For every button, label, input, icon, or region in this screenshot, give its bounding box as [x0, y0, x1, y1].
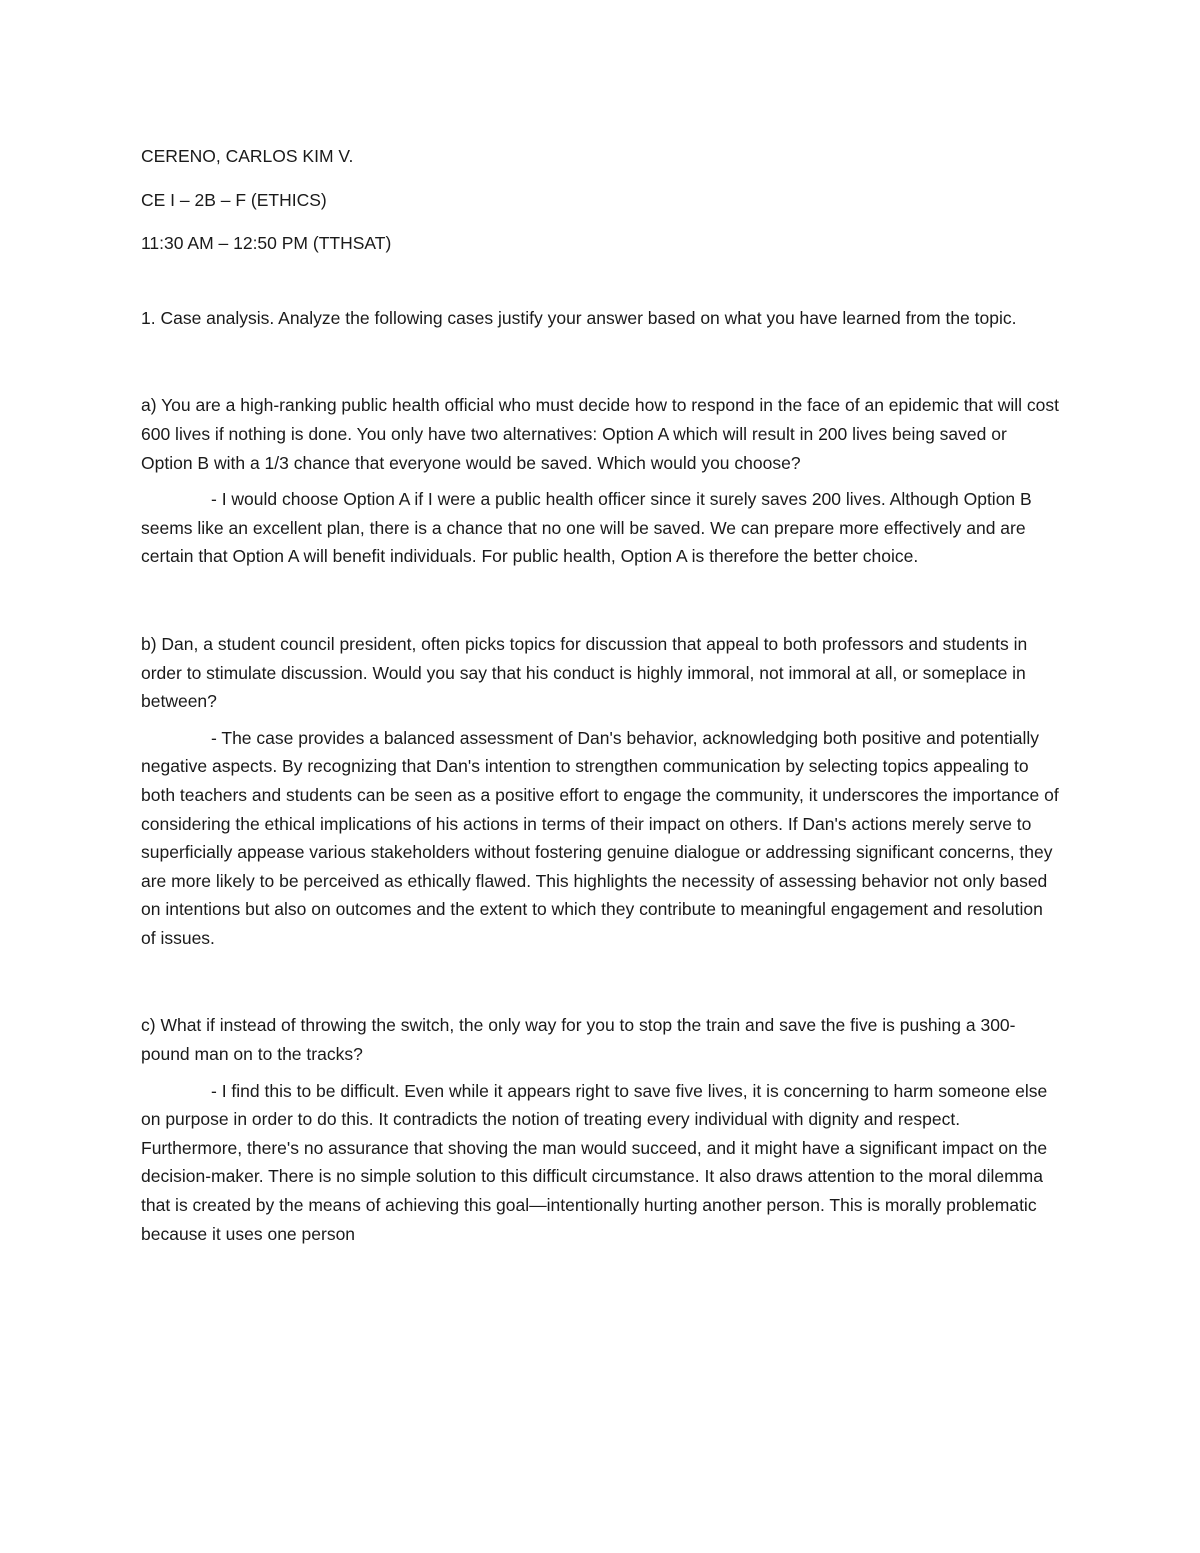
case-a-answer: - I would choose Option A if I were a public health officer since it surely saves 200 lives. Although Option B seems like an excellent plan, there is a chance that no one will be saved. We can prepare more effectively and are certain that Option A will benefit individuals. For public health, Option A is therefore the better choice.: [141, 489, 1032, 567]
course-section: CE I – 2B – F (ETHICS): [141, 189, 327, 210]
case-b-question: b) Dan, a student council president, often picks topics for discussion that appeal to both professors and students in order to stimulate discussion. Would you say that his conduct is highly immoral, not immoral at all, or someplace in between?: [141, 633, 1028, 712]
document-body: [141, 142, 1059, 1248]
class-schedule: 11:30 AM – 12:50 PM (TTHSAT): [141, 233, 392, 254]
case-a-question: a) You are a high-ranking public health official who must decide how to respond in the face of an epidemic that will cost 600 lives if nothing is done. You only have two alternatives: Option A which will result in 200 lives being saved or Option B with a 1/3 chance that everyone would be saved. Which would you choose?: [141, 395, 1060, 473]
case-c-answer: - I find this to be difficult. Even while it appears right to save five lives, it is concerning to harm someone else on purpose in order to do this. It contradicts the notion of treating every individual with dignity and respect. Furthermore, there's no assurance that shoving the man would succeed, and it might have a significant impact on the decision-maker. There is no simple solution to this difficult circumstance. It also draws attention to the moral dilemma that is created by the means of achieving this goal—intentionally hurting another person. This is morally problematic because it uses one person: [141, 1080, 1048, 1244]
case-b-answer: - The case provides a balanced assessment of Dan's behavior, acknowledging both positive and potentially negative aspects. By recognizing that Dan's intention to strengthen communication by selecting topics appealing to both teachers and students can be seen as a positive effort to engage the community, it underscores the importance of considering the ethical implications of his actions in terms of their impact on others. If Dan's actions merely serve to superficially appease various stakeholders without fostering genuine dialogue or addressing significant concerns, they are more likely to be perceived as ethically flawed. This highlights the necessity of assessing behavior not only based on intentions but also on outcomes and the extent to which they contribute to meaningful engagement and resolution of issues.: [141, 727, 1059, 948]
case-c-question: c) What if instead of throwing the switch, the only way for you to stop the train and save the five is pushing a 300-pound man on to the tracks?: [141, 1015, 1016, 1065]
student-name: CERENO, CARLOS KIM V.: [141, 146, 354, 166]
assignment-instruction: 1. Case analysis. Analyze the following cases justify your answer based on what you have learned from the topic.: [141, 307, 1017, 328]
